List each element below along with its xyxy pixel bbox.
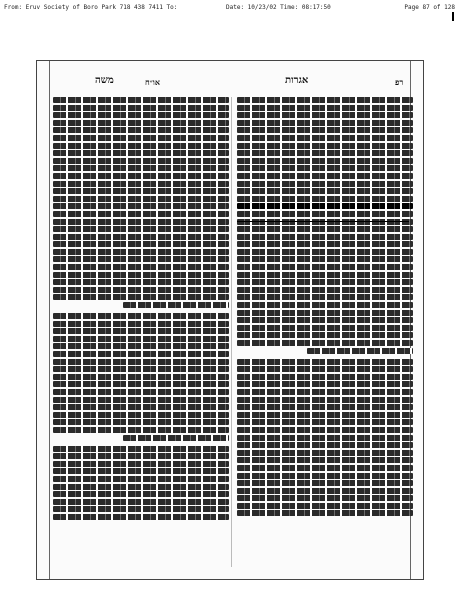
- text-line: [237, 135, 413, 141]
- page-number: רפ: [395, 77, 404, 87]
- text-line: [53, 165, 229, 171]
- fax-page-counter: Page 87 of 128: [404, 4, 455, 11]
- text-line: [53, 135, 229, 141]
- right-running-head-title: אגרות: [285, 75, 309, 86]
- text-line: [53, 112, 229, 118]
- text-line: [237, 374, 413, 380]
- text-line: [53, 97, 229, 103]
- left-frame-rule: [49, 61, 50, 579]
- fax-header: [4, 4, 455, 14]
- text-line: [53, 294, 229, 300]
- text-line: [53, 203, 229, 209]
- text-line: [53, 264, 229, 270]
- text-line: [237, 173, 413, 179]
- text-line: [53, 476, 229, 482]
- text-line: [53, 499, 229, 505]
- text-line: [237, 488, 413, 494]
- text-line: [53, 359, 229, 365]
- fax-sender: From: Eruv Society of Boro Park 718 438 7411 To:: [4, 4, 178, 11]
- left-running-head-section: או״ח: [145, 77, 160, 87]
- text-line: [53, 381, 229, 387]
- text-line: [53, 272, 229, 278]
- text-line: [237, 435, 413, 441]
- text-line: [53, 181, 229, 187]
- column-divider: [231, 97, 232, 567]
- text-line: [237, 287, 413, 293]
- text-line: [237, 450, 413, 456]
- text-line: [53, 419, 229, 425]
- text-line: [237, 397, 413, 403]
- text-line: [237, 256, 413, 262]
- text-line: [53, 249, 229, 255]
- text-line: [53, 468, 229, 474]
- text-line: [237, 480, 413, 486]
- text-line: [237, 105, 413, 111]
- text-line: [237, 294, 413, 300]
- text-line: [53, 158, 229, 164]
- text-line: [237, 158, 413, 164]
- text-line: [53, 188, 229, 194]
- text-line: [53, 196, 229, 202]
- left-running-head-title: משה: [95, 75, 114, 86]
- text-line: [53, 211, 229, 217]
- text-line: [53, 226, 229, 232]
- text-line: [53, 412, 229, 418]
- text-line: [53, 453, 229, 459]
- text-line: [237, 317, 413, 323]
- right-text-column: [237, 97, 413, 567]
- text-line: [237, 241, 413, 247]
- text-line: [237, 510, 413, 516]
- text-line: [237, 234, 413, 240]
- text-line: [237, 165, 413, 171]
- text-line: [237, 419, 413, 425]
- text-line: [53, 427, 229, 433]
- text-line: [237, 112, 413, 118]
- text-line: [237, 442, 413, 448]
- text-line: [53, 461, 229, 467]
- text-line: [237, 332, 413, 338]
- text-line: [53, 279, 229, 285]
- text-line: [53, 351, 229, 357]
- text-line: [237, 340, 413, 346]
- text-line: [53, 404, 229, 410]
- text-line: [237, 465, 413, 471]
- text-line: [53, 173, 229, 179]
- text-line: [237, 127, 413, 133]
- text-line: [53, 313, 229, 319]
- text-line: [53, 143, 229, 149]
- text-line: [237, 249, 413, 255]
- margin-mark: [452, 12, 454, 21]
- text-line: [53, 336, 229, 342]
- text-line: [237, 381, 413, 387]
- text-line: [53, 241, 229, 247]
- text-line: [123, 435, 229, 441]
- text-line: [237, 226, 413, 232]
- text-line: [237, 473, 413, 479]
- text-line: [307, 348, 413, 354]
- text-line: [237, 272, 413, 278]
- text-line: [237, 389, 413, 395]
- text-line: [123, 302, 229, 308]
- text-line: [53, 287, 229, 293]
- text-line: [53, 343, 229, 349]
- text-line: [237, 211, 413, 217]
- text-line: [53, 150, 229, 156]
- text-line: [237, 188, 413, 194]
- text-line: [53, 256, 229, 262]
- text-line: [237, 150, 413, 156]
- text-line: [237, 427, 413, 433]
- text-line: [53, 446, 229, 452]
- text-line: [237, 359, 413, 365]
- text-line: [53, 484, 229, 490]
- text-line: [237, 279, 413, 285]
- text-line: [237, 203, 413, 209]
- text-line: [237, 97, 413, 103]
- text-line: [237, 120, 413, 126]
- text-line: [53, 374, 229, 380]
- text-line: [237, 412, 413, 418]
- text-line: [237, 366, 413, 372]
- text-line: [53, 219, 229, 225]
- text-line: [53, 491, 229, 497]
- text-line: [53, 120, 229, 126]
- text-line: [237, 181, 413, 187]
- text-line: [237, 264, 413, 270]
- text-line: [237, 325, 413, 331]
- text-line: [237, 196, 413, 202]
- handwritten-underline: [237, 221, 409, 222]
- text-line: [53, 234, 229, 240]
- text-line: [53, 127, 229, 133]
- text-line: [53, 105, 229, 111]
- text-line: [53, 506, 229, 512]
- text-line: [53, 389, 229, 395]
- text-line: [53, 514, 229, 520]
- text-line: [237, 404, 413, 410]
- text-line: [53, 366, 229, 372]
- text-line: [53, 321, 229, 327]
- text-line: [237, 302, 413, 308]
- text-line: [237, 457, 413, 463]
- text-line: [237, 310, 413, 316]
- text-line: [237, 495, 413, 501]
- fax-datetime: Date: 10/23/02 Time: 08:17:50: [226, 4, 331, 11]
- text-line: [53, 397, 229, 403]
- scanned-book-page: [36, 60, 424, 580]
- text-line: [237, 503, 413, 509]
- text-line: [237, 143, 413, 149]
- left-text-column: [53, 97, 229, 567]
- text-line: [53, 328, 229, 334]
